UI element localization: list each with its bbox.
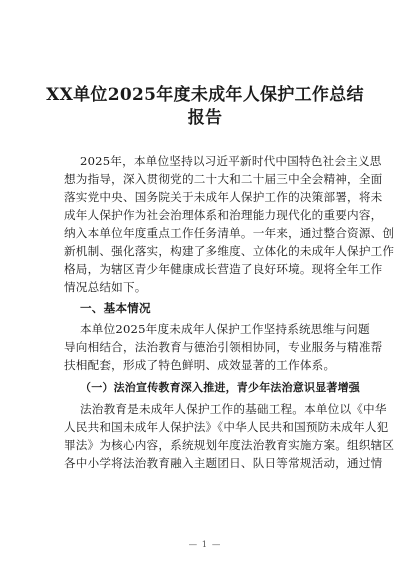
- subsection-heading: （一）法治宣传教育深入推进，青少年法治意识显著增强: [80, 381, 360, 394]
- intro-line: 情况总结如下。: [64, 280, 147, 294]
- intro-line: 成年人保护作为社会治理体系和治理能力现代化的重要内容，: [64, 208, 383, 222]
- subsection-line: 人民共和国未成年人保护法》《中华人民共和国预防未成年人犯: [64, 420, 389, 434]
- subsection-line: 法治教育是未成年人保护工作的基础工程。本单位以《中华: [80, 402, 387, 416]
- subsection-line: 各中小学将法治教育融入主题团日、队日等常规活动，通过情: [64, 456, 383, 470]
- subsection-line: 罪法》为核心内容，系统规划年度法治教育实施方案。组织辖区: [64, 438, 395, 452]
- intro-line: 纳入本单位年度重点工作任务清单。一年来，通过整合资源、创: [64, 226, 395, 240]
- intro-line: 想为指导，深入贯彻党的二十大和二十届三中全会精神，全面: [64, 172, 383, 186]
- intro-line: 新机制、强化落实，构建了多维度、立体化的未成年人保护工作: [64, 244, 395, 258]
- section-line: 导向相结合，法治教育与德治引领相协同，专业服务与精准帮: [64, 340, 383, 354]
- intro-line: 格局，为辖区青少年健康成长营造了良好环境。现将全年工作: [64, 262, 383, 276]
- section-line: 本单位2025年度未成年人保护工作坚持系统思维与问题: [80, 322, 370, 336]
- document-title-line1: XX单位2025年度未成年人保护工作总结: [46, 85, 364, 105]
- document-title-line2: 报告: [187, 108, 223, 128]
- section-heading: 一、基本情况: [80, 301, 151, 315]
- intro-line: 2025年，本单位坚持以习近平新时代中国特色社会主义思: [80, 154, 382, 168]
- page-number: — 1 —: [188, 540, 222, 550]
- intro-line: 落实党中央、国务院关于未成年人保护工作的决策部署，将未: [64, 190, 383, 204]
- section-line: 扶相配套，形成了特色鲜明、成效显著的工作体系。: [64, 358, 336, 372]
